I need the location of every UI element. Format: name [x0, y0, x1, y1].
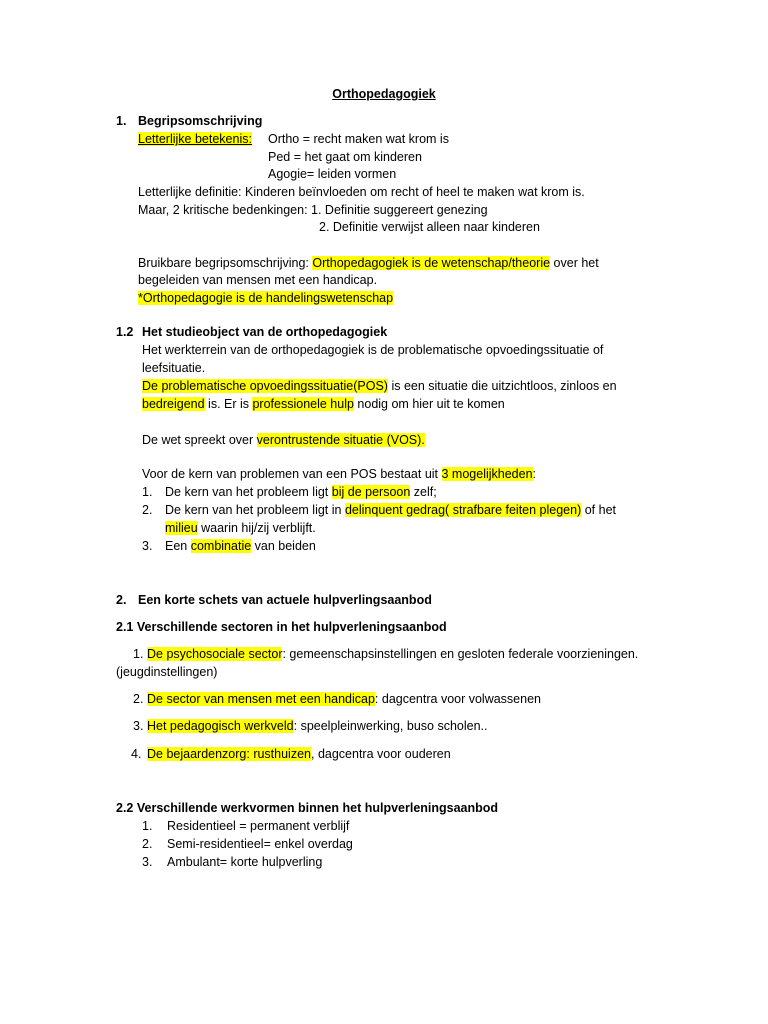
work-form-1-number: 1. — [142, 819, 153, 833]
sector-item-1-continued: (jeugdinstellingen) — [116, 665, 218, 679]
law-vos-line: De wet spreekt over verontrustende situatie (VOS). — [142, 433, 425, 447]
section-2-number: 2. — [116, 593, 127, 607]
section-1-heading: Begripsomschrijving — [138, 114, 263, 128]
document-title: Orthopedagogiek — [332, 87, 436, 101]
literal-meaning-ortho: Ortho = recht maken wat krom is — [268, 132, 449, 146]
sector-item-1-number: 1. — [133, 647, 144, 661]
literal-meaning-agogie: Agogie= leiden vormen — [268, 167, 397, 181]
work-form-2: Semi-residentieel= enkel overdag — [167, 837, 353, 851]
sector-item-4: De bejaardenzorg: rusthuizen, dagcentra voor ouderen — [147, 747, 451, 761]
core-item-1: De kern van het probleem ligt bij de persoon zelf; — [165, 485, 437, 499]
section-2-2-heading: 2.2 Verschillende werkvormen binnen het hulpverleningsaanbod — [116, 801, 499, 815]
core-item-3: Een combinatie van beiden — [165, 539, 316, 553]
core-item-2-line-2: milieu waarin hij/zij verblijft. — [165, 521, 316, 535]
section-1-2-heading: Het studieobject van de orthopedagogiek — [142, 325, 388, 339]
study-object-line-1: Het werkterrein van de orthopedagogiek is de problematische opvoedingssituatie of — [142, 343, 604, 357]
core-item-1-number: 1. — [142, 485, 153, 499]
sector-item-1: De psychosociale sector: gemeenschapsinstellingen en gesloten federale voorzieningen. — [147, 647, 639, 661]
section-2-1-heading: 2.1 Verschillende sectoren in het hulpverleningsaanbod — [116, 620, 447, 634]
sector-item-2-number: 2. — [133, 692, 144, 706]
sector-item-3: Het pedagogisch werkveld: speelpleinwerking, buso scholen.. — [147, 719, 488, 733]
section-1-2-number: 1.2 — [116, 325, 134, 339]
sector-item-2: De sector van mensen met een handicap: dagcentra voor volwassenen — [147, 692, 541, 706]
work-form-3: Ambulant= korte hulpverling — [167, 855, 323, 869]
core-problems-intro: Voor de kern van problemen van een POS bestaat uit 3 mogelijkheden: — [142, 467, 537, 481]
critical-remark-1: Maar, 2 kritische bedenkingen: 1. Definitie suggereert genezing — [138, 203, 488, 217]
pos-definition-line-2: bedreigend is. Er is professionele hulp nodig om hier uit te komen — [142, 397, 505, 411]
literal-meaning-label: Letterlijke betekenis: — [138, 132, 252, 146]
core-item-3-number: 3. — [142, 539, 153, 553]
work-form-1: Residentieel = permanent verblijf — [167, 819, 350, 833]
section-2-heading: Een korte schets van actuele hulpverlingsaanbod — [138, 593, 432, 607]
work-form-3-number: 3. — [142, 855, 153, 869]
sector-item-3-number: 3. — [133, 719, 144, 733]
work-form-2-number: 2. — [142, 837, 153, 851]
useful-definition-line-3: *Orthopedagogie is de handelingswetenschap — [138, 291, 394, 305]
sector-item-4-number: 4. — [131, 747, 142, 761]
useful-definition-line-2: begeleiden van mensen met een handicap. — [138, 273, 378, 287]
literal-definition: Letterlijke definitie: Kinderen beïnvloeden om recht of heel te maken wat krom is. — [138, 185, 585, 199]
critical-remark-2: 2. Definitie verwijst alleen naar kinderen — [319, 220, 540, 234]
core-item-2-line-1: De kern van het probleem ligt in delinquent gedrag( strafbare feiten plegen) of het — [165, 503, 616, 517]
study-object-line-2: leefsituatie. — [142, 361, 206, 375]
useful-definition-line-1: Bruikbare begripsomschrijving: Orthopedagogiek is de wetenschap/theorie over het — [138, 256, 599, 270]
core-item-2-number: 2. — [142, 503, 153, 517]
literal-meaning-ped: Ped = het gaat om kinderen — [268, 150, 422, 164]
pos-definition-line-1: De problematische opvoedingssituatie(POS) is een situatie die uitzichtloos, zinloos en — [142, 379, 617, 393]
section-1-number: 1. — [116, 114, 127, 128]
